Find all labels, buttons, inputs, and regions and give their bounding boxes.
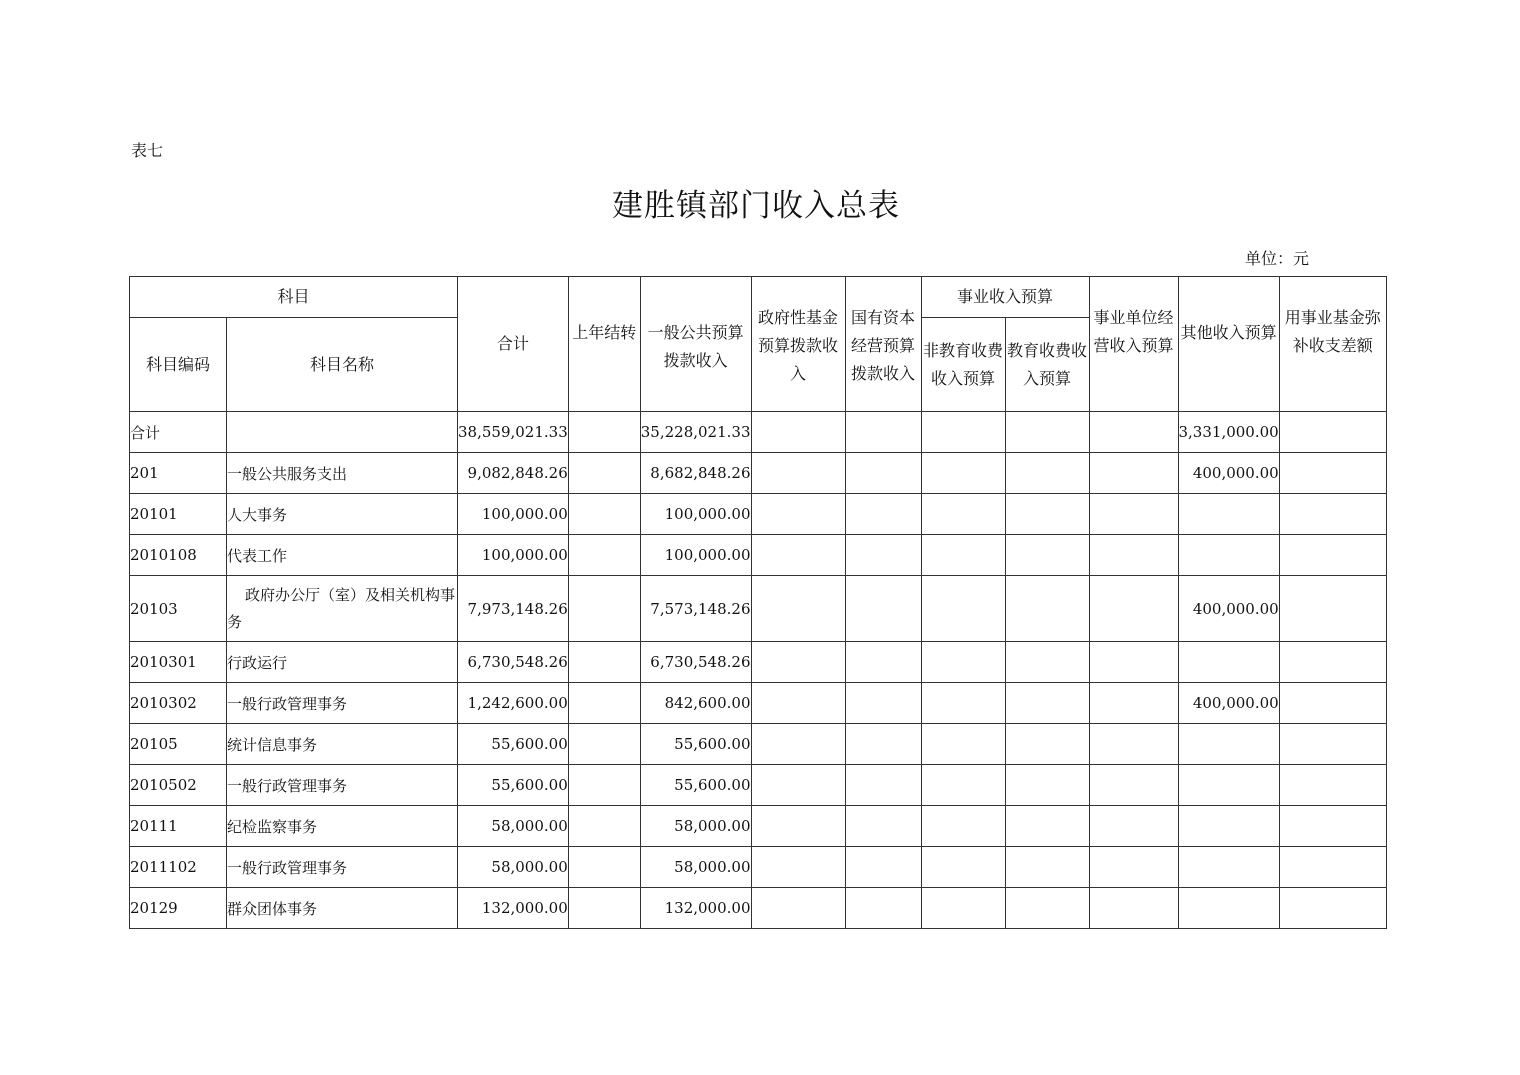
row-gov-fund [751, 453, 845, 494]
row-edu [1005, 535, 1089, 576]
row-state-capital [845, 642, 921, 683]
header-edu: 教育收费收入预算 [1005, 318, 1089, 412]
row-other-income [1178, 642, 1279, 683]
row-unit-operating [1089, 724, 1178, 765]
row-edu [1005, 683, 1089, 724]
header-carryover: 上年结转 [568, 277, 640, 412]
row-gov-fund [751, 847, 845, 888]
row-other-income [1178, 888, 1279, 929]
row-total: 100,000.00 [458, 494, 569, 535]
table-row [130, 847, 1387, 888]
header-name: 科目名称 [227, 318, 458, 412]
row-code: 合计 [130, 412, 227, 453]
row-unit-operating [1089, 494, 1178, 535]
table-row [130, 535, 1387, 576]
row-edu [1005, 847, 1089, 888]
table-row [130, 765, 1387, 806]
row-gov-fund [751, 806, 845, 847]
row-edu [1005, 494, 1089, 535]
row-other-income [1178, 765, 1279, 806]
row-total: 6,730,548.26 [458, 642, 569, 683]
header-fund-balance: 用事业基金弥补收支差额 [1279, 277, 1386, 412]
row-state-capital [845, 683, 921, 724]
header-general-budget: 一般公共预算拨款收入 [640, 277, 751, 412]
row-unit-operating [1089, 888, 1178, 929]
row-unit-operating [1089, 683, 1178, 724]
row-total: 9,082,848.26 [458, 453, 569, 494]
table-row [130, 806, 1387, 847]
row-total: 58,000.00 [458, 806, 569, 847]
row-gov-fund [751, 642, 845, 683]
row-state-capital [845, 724, 921, 765]
row-total: 1,242,600.00 [458, 683, 569, 724]
row-general-budget: 58,000.00 [640, 806, 751, 847]
header-total: 合计 [458, 277, 569, 412]
row-carryover [568, 494, 640, 535]
row-other-income [1178, 535, 1279, 576]
row-carryover [568, 683, 640, 724]
table-label: 表七 [131, 141, 164, 160]
row-non-edu [921, 535, 1005, 576]
row-gov-fund [751, 412, 845, 453]
table-row [130, 683, 1387, 724]
row-carryover [568, 806, 640, 847]
row-fund-balance [1279, 765, 1386, 806]
row-gov-fund [751, 576, 845, 642]
row-general-budget: 58,000.00 [640, 847, 751, 888]
row-carryover [568, 724, 640, 765]
row-other-income [1178, 847, 1279, 888]
row-unit-operating [1089, 576, 1178, 642]
row-unit-operating [1089, 535, 1178, 576]
row-general-budget: 100,000.00 [640, 494, 751, 535]
row-edu [1005, 765, 1089, 806]
row-code: 20103 [130, 576, 227, 642]
row-non-edu [921, 724, 1005, 765]
row-general-budget: 6,730,548.26 [640, 642, 751, 683]
row-gov-fund [751, 535, 845, 576]
row-total: 100,000.00 [458, 535, 569, 576]
row-other-income: 400,000.00 [1178, 576, 1279, 642]
row-non-edu [921, 847, 1005, 888]
row-edu [1005, 412, 1089, 453]
row-name: 统计信息事务 [227, 724, 458, 765]
row-non-edu [921, 642, 1005, 683]
row-unit-operating [1089, 806, 1178, 847]
table-row [130, 576, 1387, 642]
table-row [130, 888, 1387, 929]
row-fund-balance [1279, 847, 1386, 888]
row-fund-balance [1279, 724, 1386, 765]
row-fund-balance [1279, 642, 1386, 683]
row-code: 2010302 [130, 683, 227, 724]
row-general-budget: 55,600.00 [640, 765, 751, 806]
row-state-capital [845, 453, 921, 494]
row-general-budget: 35,228,021.33 [640, 412, 751, 453]
row-code: 20129 [130, 888, 227, 929]
row-name: 一般行政管理事务 [227, 765, 458, 806]
row-fund-balance [1279, 576, 1386, 642]
row-edu [1005, 576, 1089, 642]
row-total: 38,559,021.33 [458, 412, 569, 453]
row-name: 代表工作 [227, 535, 458, 576]
row-edu [1005, 642, 1089, 683]
row-general-budget: 7,573,148.26 [640, 576, 751, 642]
row-other-income [1178, 724, 1279, 765]
row-carryover [568, 642, 640, 683]
row-unit-operating [1089, 847, 1178, 888]
unit-label: 单位：元 [1245, 249, 1310, 268]
table-body [130, 412, 1387, 929]
row-general-budget: 132,000.00 [640, 888, 751, 929]
header-unit-operating: 事业单位经营收入预算 [1089, 277, 1178, 412]
row-unit-operating [1089, 765, 1178, 806]
table-row [130, 724, 1387, 765]
row-fund-balance [1279, 453, 1386, 494]
row-code: 201 [130, 453, 227, 494]
row-carryover [568, 888, 640, 929]
row-general-budget: 842,600.00 [640, 683, 751, 724]
header-other-income: 其他收入预算 [1178, 277, 1279, 412]
row-fund-balance [1279, 888, 1386, 929]
row-other-income: 400,000.00 [1178, 453, 1279, 494]
row-edu [1005, 724, 1089, 765]
row-total: 58,000.00 [458, 847, 569, 888]
row-gov-fund [751, 494, 845, 535]
row-code: 20111 [130, 806, 227, 847]
table-row [130, 412, 1387, 453]
header-state-capital: 国有资本经营预算拨款收入 [845, 277, 921, 412]
row-name: 纪检监察事务 [227, 806, 458, 847]
row-edu [1005, 806, 1089, 847]
row-name: 一般行政管理事务 [227, 847, 458, 888]
row-total: 55,600.00 [458, 724, 569, 765]
row-code: 2011102 [130, 847, 227, 888]
row-name: 人大事务 [227, 494, 458, 535]
row-gov-fund [751, 683, 845, 724]
row-carryover [568, 412, 640, 453]
row-name: 一般行政管理事务 [227, 683, 458, 724]
row-non-edu [921, 412, 1005, 453]
row-edu [1005, 888, 1089, 929]
row-non-edu [921, 576, 1005, 642]
row-total: 7,973,148.26 [458, 576, 569, 642]
row-state-capital [845, 535, 921, 576]
row-non-edu [921, 888, 1005, 929]
row-carryover [568, 765, 640, 806]
row-general-budget: 100,000.00 [640, 535, 751, 576]
table-row [130, 494, 1387, 535]
row-unit-operating [1089, 642, 1178, 683]
row-name [227, 412, 458, 453]
row-state-capital [845, 765, 921, 806]
header-non-edu: 非教育收费收入预算 [921, 318, 1005, 412]
row-general-budget: 8,682,848.26 [640, 453, 751, 494]
row-code: 20105 [130, 724, 227, 765]
income-table [129, 276, 1387, 929]
row-edu [1005, 453, 1089, 494]
row-other-income [1178, 494, 1279, 535]
row-unit-operating [1089, 453, 1178, 494]
row-fund-balance [1279, 412, 1386, 453]
row-gov-fund [751, 724, 845, 765]
row-state-capital [845, 888, 921, 929]
row-gov-fund [751, 765, 845, 806]
table-row [130, 642, 1387, 683]
table-row [130, 453, 1387, 494]
row-general-budget: 55,600.00 [640, 724, 751, 765]
row-unit-operating [1089, 412, 1178, 453]
row-non-edu [921, 683, 1005, 724]
header-business-income: 事业收入预算 [921, 277, 1089, 318]
row-code: 2010301 [130, 642, 227, 683]
row-carryover [568, 535, 640, 576]
row-name: 一般公共服务支出 [227, 453, 458, 494]
row-name: 行政运行 [227, 642, 458, 683]
row-carryover [568, 453, 640, 494]
row-other-income: 3,331,000.00 [1178, 412, 1279, 453]
row-gov-fund [751, 888, 845, 929]
row-other-income: 400,000.00 [1178, 683, 1279, 724]
row-non-edu [921, 494, 1005, 535]
row-non-edu [921, 765, 1005, 806]
row-state-capital [845, 576, 921, 642]
header-gov-fund: 政府性基金预算拨款收入 [751, 277, 845, 412]
row-non-edu [921, 806, 1005, 847]
row-fund-balance [1279, 494, 1386, 535]
row-carryover [568, 576, 640, 642]
row-code: 20101 [130, 494, 227, 535]
row-fund-balance [1279, 535, 1386, 576]
page-title: 建胜镇部门收入总表 [612, 188, 900, 224]
header-code: 科目编码 [130, 318, 227, 412]
row-total: 132,000.00 [458, 888, 569, 929]
row-total: 55,600.00 [458, 765, 569, 806]
row-non-edu [921, 453, 1005, 494]
row-fund-balance [1279, 683, 1386, 724]
header-subject: 科目 [130, 277, 458, 318]
row-code: 2010108 [130, 535, 227, 576]
row-state-capital [845, 412, 921, 453]
row-name: 政府办公厅（室）及相关机构事务 [227, 576, 458, 642]
row-state-capital [845, 847, 921, 888]
row-fund-balance [1279, 806, 1386, 847]
row-name: 群众团体事务 [227, 888, 458, 929]
row-state-capital [845, 494, 921, 535]
row-state-capital [845, 806, 921, 847]
row-code: 2010502 [130, 765, 227, 806]
row-other-income [1178, 806, 1279, 847]
row-carryover [568, 847, 640, 888]
